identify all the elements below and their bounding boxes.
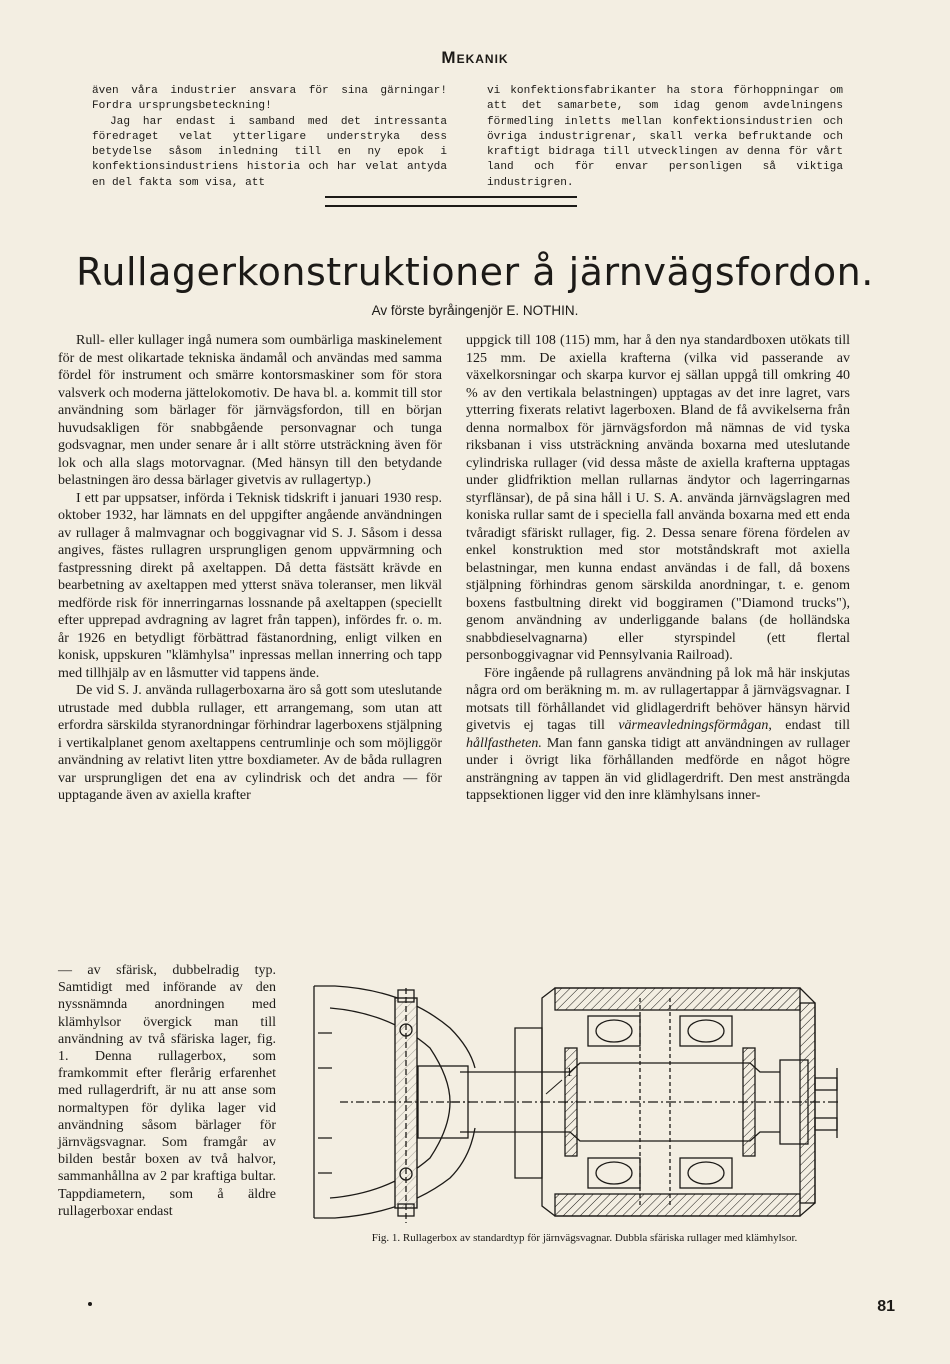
right-paragraph-2 <box>466 665 850 805</box>
left-paragraph-2: I ett par uppsatser, införda i Teknisk tidskrift i januari 1930 resp. oktober 1932, har lämnats en del uppgifter angående användningen av rullager å malmvagnar och boggivagnar vid S. J. Såsom i dessa angives, fästes rullagren ursprungligen genom uppvärmning och fastpressning direkt på axeltappen. Då detta fästsätt krävde en bearbetning av axeltappen med ytterst snäva toleranser, men likväl medförde risk för innerringarnas lossnande på axeltappen (speciellt efter upprepad avdragning av lagret från tappen), infördes fr. o. m. år 1926 en betydligt förbättrad fästanordning, enligt vilken en konisk, uppskuren "klämhylsa" inpressas mellan innerring och tapp med tillhjälp av en låsmutter vid tappens ände. <box>58 490 442 681</box>
emphasis-strength: hållfastheten. <box>466 735 542 751</box>
left-paragraph-1: Rull- eller kullager ingå numera som oumbärliga maskinelement för de mest olikartade tekniska ändamål och användas med samma fördel för instrument och smärre kontorsmaskiner som för stora valsverk och moderna jättelokomotiv. De hava bl. a. kommit till stor användning som bärlager för järnvägsfordon, till en början huvudsakligen för snabbgående personvagnar och tunga godsvagnar, men under senare år i allt större utsträckning även för lok och alla slags motorvagnar. (Med hänsyn till den betydande belastningen äro dessa bärlager givetvis av rullagertyp.) <box>58 333 442 488</box>
running-header: Mekanik <box>441 48 509 67</box>
figure-1-drawing <box>310 968 855 1230</box>
article-title: Rullagerkonstruktioner å järnvägsfordon. <box>76 250 874 294</box>
figure-1-caption <box>312 1232 857 1245</box>
right-paragraph-1: uppgick till 108 (115) mm, har å den nya standardboxen utökats till 125 mm. De axiella krafterna (vilka vid passerande av växelkorsningar och skarpa kurvor ej sällan uppgå till omkring 40 % av den vertikala belastningen) upptagas av det inre lagret, vars ytterring fixerats relativt lagerboxen. Bland de få avvikelserna från denna normalbox för järnvägsfordon må nämnas de vid tyska riksbanan i viss utsträckning använda boxarna med uteslutande cylindriska rullager (vid dessa måste de axiella krafterna upptagas under glidfriktion mellan rullarnas ändytor och lagerringarnas styrflänsar), de på sina håll i U. S. A. använda järnvägslagren med koniska rullar samt de i speciella fall använda boxarna med ett enda tvåradigt sfäriskt rullager, fig. 2. Dessa senare förena fördelen av enkel konstruktion med stor motståndskraft mot axiella belastningar, men kunna endast användas i de fall, då boxens stjälpning förhindras genom särskilda anordningar, t. e. genom boxens fastbultning direkt vid boggiramen ("Diamond trucks"), genom användning av underliggande balans (de holländska snabbdieselvagnarna) eller styrspindel (ett flertal personboggivagnar vid Pennsylvania Railroad). <box>466 333 850 663</box>
section-view <box>450 988 840 1216</box>
page-number: 81 <box>877 1298 895 1315</box>
emphasis-heat-dissipation: värmeavledningsförmågan <box>618 718 769 733</box>
top-right-column <box>487 84 843 191</box>
right-paragraph-2-text-a: Före ingående på rullagrens användning på lok må här inskjutas några ord om beräkning m. m. av rullagertappar å järnvägsvagnar. I motsats till förhållandet vid glidlagerdrift behöver hänsyn härvid givetvis ej tagas till <box>466 665 850 733</box>
top-left-paragraph-2: Jag har endast i samband med det intressanta föredraget velat ytterligare understryka dess betydelse såsom inledning till en ny epok i konfektionsindustriens historia och har velat antyda en del fakta som visa, att <box>92 115 447 189</box>
left-paragraph-4: — av sfärisk, dubbelradig typ. Samtidigt med införande av den nyssnämnda anordningen med klämhylsor övergick man till användning av två sfäriska lager, fig. 1. Denna rullagerbox, som framkommit efter flerårig erfarenhet med rullagerdrift, är nu att anse som normaltypen för dylika lager vid användning såsom bärlager för järnvägsvagnar. Som framgår av bilden består boxen av två halvor, sammanhållna av 2 par kraftiga bultar. Tappdiametern, som å äldre rullagerboxar endast <box>58 963 276 1219</box>
top-left-column <box>92 84 447 191</box>
caption-text: Rullagerbox av standardtyp för järnvägsvagnar. Dubbla sfäriska rullager med klämhylsor. <box>402 1232 798 1244</box>
caption-label: Fig. 1. <box>371 1232 401 1244</box>
top-left-paragraph-1: även våra industrier ansvara för sina gärningar! Fordra ursprungsbeteckning! <box>92 85 447 113</box>
left-column <box>58 332 442 805</box>
top-right-paragraph-1: vi konfektionsfabrikanter ha stora förhoppningar om att det samarbete, som idag genom avdelningens förmedling inletts mellan konfektionsindustrien och övriga industrigrenar, skall verka befruktande och kraftigt bidraga till utvecklingen av denna för vårt land och för envar personligen så viktiga industrigren. <box>487 85 843 189</box>
left-column-narrow <box>58 962 276 1220</box>
article-byline: Av förste byråingenjör E. NOTHIN. <box>371 303 579 318</box>
figure-callout: 1 <box>566 1064 573 1079</box>
left-paragraph-3: De vid S. J. använda rullagerboxarna äro så gott som uteslutande utrustade med dubbla rullager, ett arrangemang, som utan att erfordra särskilda styranordningar förhindrar lagerboxens stjälpning i vertikalplanet genom axeltappens centrumlinje och som möjliggör användning av relativt liten yttre boxdiameter. Av de båda rullagren var ursprungligen det ena av cylindrisk och det andra — för upptagande även av axiella krafter <box>58 683 442 803</box>
page-mark <box>88 1302 92 1306</box>
right-paragraph-2-text-b: , endast till <box>768 718 851 733</box>
end-view <box>314 986 475 1223</box>
right-column <box>466 332 850 805</box>
right-paragraph-2-text-c: Man fann ganska tidigt att användningen av rullager under i övrigt lika förhållanden medförde en något högre ansträngning av tappen än vid glidlagerdrift. Den mest ansträngda tappsektionen ligger vid den inre klämhylsans inner- <box>466 735 850 803</box>
section-divider <box>325 196 577 207</box>
